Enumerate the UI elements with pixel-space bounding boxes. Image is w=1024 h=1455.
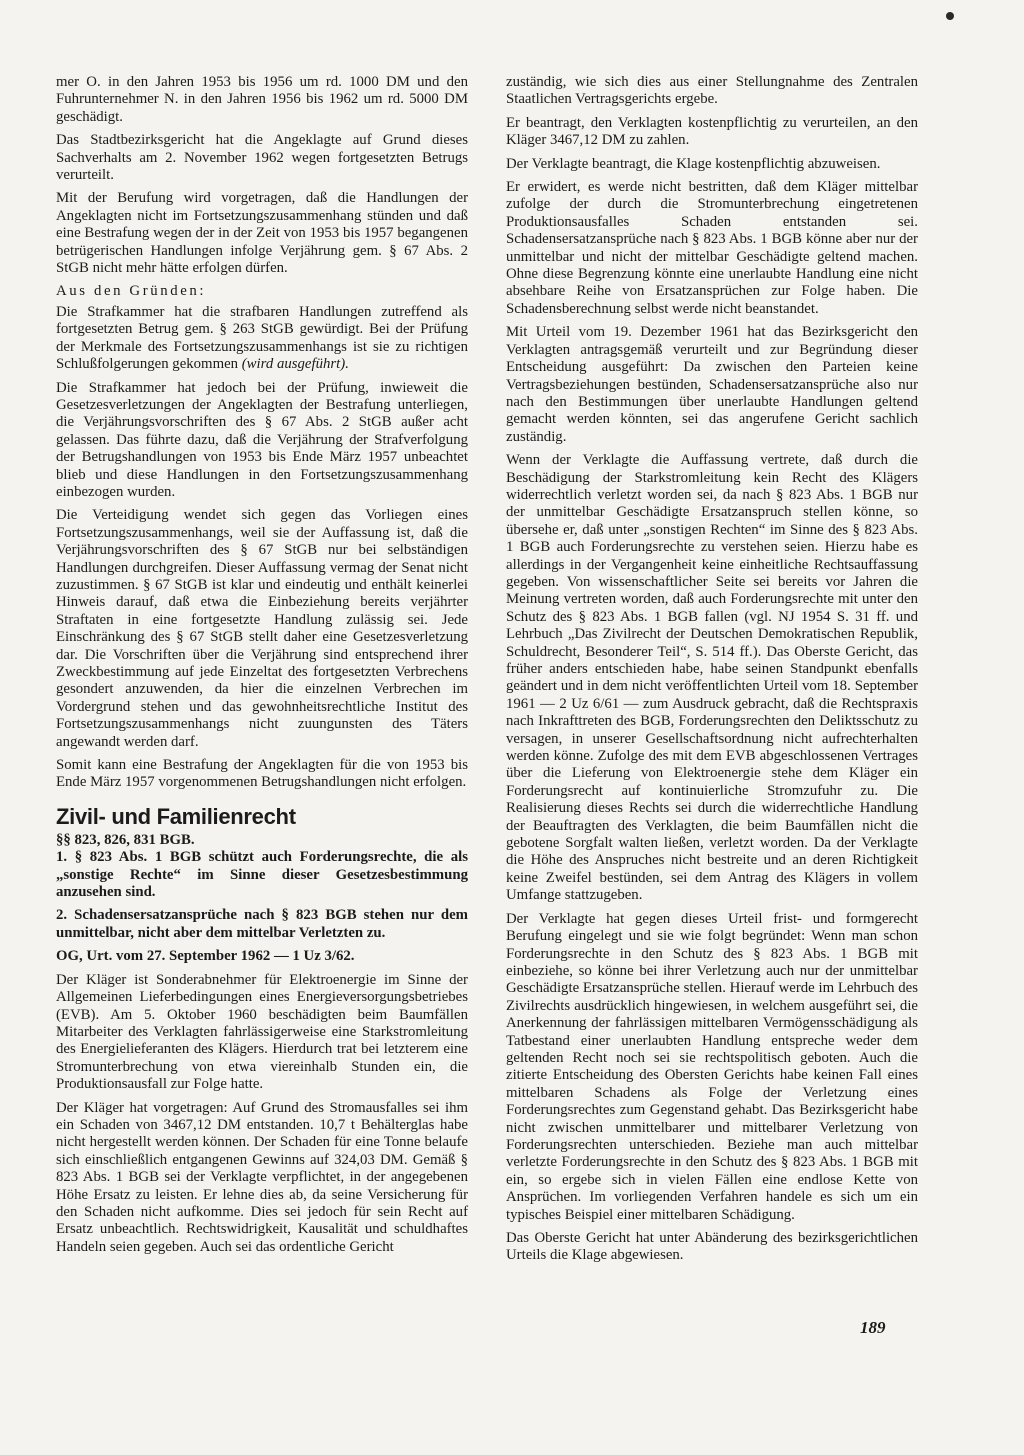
left-column [56,74,468,1262]
paragraph: Die Verteidigung wendet sich gegen das Vorliegen eines Fortsetzungszusammenhangs, weil sie der Auffassung ist, daß die Verjährungsvorschriften des § 67 StGB nur bei selbständigen Handlungen durchgreifen. Dieser Auffassung vermag der Senat nicht zuzustimmen. § 67 StGB ist klar und eindeutig und enthält keinerlei Hinweis darauf, daß etwa die Einbeziehung bereits verjährter Straftaten in eine fortgesetzte Handlung zulässig sei. Jede Einschränkung des § 67 StGB stellt daher eine Gesetzesverletzung dar. Die Vorschriften über die Verjährung sind entsprechend ihrer Zweckbestimmung auf jede Einzeltat des fortgesetzten Verbrechens gesondert anzuwenden, da hier die einzelnen Verbrechen im Vordergrund stehen und das gewohnheitsrechtliche Institut des Fortsetzungszusammenhangs nicht zuungunsten des Täters angewandt werden darf. [56,507,468,750]
statute-reference: §§ 823, 826, 831 BGB. [56,831,195,848]
page-speck [946,12,954,20]
headnote-1: 1. § 823 Abs. 1 BGB schützt auch Forderungsrechte, die als „sonstige Rechte“ im Sinne dieser Gesetzesbestimmung anzusehen sind. [56,849,468,901]
paragraph: Die Strafkammer hat jedoch bei der Prüfung, inwieweit die Gesetzesverletzungen der Angeklagten der Bestrafung unterliegen, die Verjährungsvorschriften des § 67 Abs. 2 StGB außer acht gelassen. Das führte dazu, daß die Verjährung der Strafverfolgung der Betrugshandlungen von 1953 bis Ende März 1957 unbeachtet blieb und diese Handlungen in den Fortsetzungszusammenhang einbezogen wurden. [56,379,468,500]
page-number: 189 [860,1318,886,1337]
paragraph: Der Verklagte hat gegen dieses Urteil frist- und formgerecht Berufung eingelegt und sie wie folgt begründet: Wenn man schon Forderungsrechte in den Schutz des § 823 Abs. 1 BGB mit einbeziehe, so könne bei ihrer Verletzung auch nur der unmittelbar Geschädigte Ersatzansprüche stellen. Hierauf werde im Lehrbuch des Zivilrechts ausdrücklich hingewiesen, in welchem ausgeführt sei, die Anerkennung der fahrlässigen mittelbaren Vermögensschädigung als Tatbestand einer unerlaubten Handlung entspreche weder dem geltenden Recht noch sei sie rechtspolitisch geboten. Auch die zitierte Entscheidung des Obersten Gerichts habe keinen Fall eines mittelbaren Schadens als Folge der Verletzung eines Forderungsrechtes zum Gegenstand gehabt. Das Bezirksgericht habe nicht zwischen unmittelbarer und mittelbarer Verletzung von Forderungsrechten unterschieden. Beziehe man auch mittelbar verletzte Forderungsrechte in den Schutz des § 823 Abs. 1 BGB mit ein, so ergebe sich in vielen Fällen eine endlose Kette von Ansprüchen. Im vorliegenden Verfahren handele es sich um ein typisches Beispiel einer mittelbaren Schädigung. [506,910,918,1223]
paragraph [56,304,468,374]
paragraph: zuständig, wie sich dies aus einer Stellungnahme des Zentralen Staatlichen Vertragsgerichts ergebe. [506,74,918,108]
paragraph: mer O. in den Jahren 1953 bis 1956 um rd. 1000 DM und den Fuhrunternehmer N. in den Jahren 1956 bis 1962 um rd. 5000 DM geschädigt. [56,74,468,125]
section-title: Zivil- und Familienrecht [56,803,296,829]
paragraph: Das Stadtbezirksgericht hat die Angeklagte auf Grund dieses Sachverhalts am 2. November 1962 wegen fortgesetzten Betrugs verurteilt. [56,132,468,184]
omission-note: (wird ausgeführt). [241,356,349,373]
paragraph: Mit Urteil vom 19. Dezember 1961 hat das Bezirksgericht den Verklagten antragsgemäß verurteilt und zur Begründung dieser Entscheidung ausgeführt: Da zwischen den Parteien keine Vertragsbeziehungen bestünden, Schadensersatzansprüche also nur nach den Bestimmungen über unerlaubte Handlungen geltend gemacht werden könnten, sei das angerufene Gericht sachlich zuständig. [506,324,918,445]
headnote-2: 2. Schadensersatzansprüche nach § 823 BGB stehen nur dem unmittelbar, nicht aber dem mittelbar Verletzten zu. [56,907,468,941]
reasons-heading: Aus den Gründen: [56,283,207,300]
paragraph: Der Kläger ist Sonderabnehmer für Elektroenergie im Sinne der Allgemeinen Lieferbedingungen eines Energieversorgungsbetriebes (EVB). Am 5. Oktober 1960 beschädigten beim Baumfällen Mitarbeiter des Verklagten fahrlässigerweise eine Starkstromleitung des Energielieferanten des Klägers. Hierdurch trat bei letzterem eine Stromunterbrechung von etwa viereinhalb Stunden ein, die Produktionsausfall zur Folge hatte. [56,971,468,1093]
paragraph: Mit der Berufung wird vorgetragen, daß die Handlungen der Angeklagten nicht im Fortsetzungszusammenhang stünden und daß eine Bestrafung wegen der in der Zeit von 1953 bis 1957 begangenen betrügerischen Handlungen infolge Verjährung gem. § 67 Abs. 2 StGB nicht mehr hätte erfolgen dürfen. [56,190,468,277]
case-citation: OG, Urt. vom 27. September 1962 — 1 Uz 3/62. [56,948,355,965]
paragraph: Wenn der Verklagte die Auffassung vertrete, daß durch die Beschädigung der Starkstromleitung kein Recht des Klägers widerrechtlich verletzt worden sei, da nach § 823 Abs. 1 BGB nur der unmittelbar Geschädigte Ersatzanspruch stellen könne, so übersehe er, daß unter „sonstigen Rechten“ im Sinne des § 823 Abs. 1 BGB auch Forderungsrechte zu verstehen seien. Hierzu habe es allerdings in der Vergangenheit keine einheitliche Rechtsauffassung gegeben. Von wissenschaftlicher Seite sei bereits vor Jahren die Meinung vertreten worden, daß auch Forderungsrechte mit unter den Schutz des § 823 Abs. 1 BGB fallen (vgl. NJ 1954 S. 31 ff. und Lehrbuch „Das Zivilrecht der Deutschen Demokratischen Republik, Schuldrecht, Besonderer Teil“, S. 514 ff.). Das Oberste Gericht, das früher anders entschieden habe, habe seinen Standpunkt ebenfalls geändert und in dem nicht veröffentlichten Urteil vom 18. September 1961 — 2 Uz 6/61 — zum Ausdruck gebracht, daß die Rechtspraxis nach Inkrafttreten des BGB, Forderungsrechten den Deliktsschutz zu versagen, in unserer Gesellschaftsordnung nicht aufrechterhalten werden könne. Zufolge des mit dem EVB abgeschlossenen Vertrages über die Lieferung von Elektroenergie stehe dem Kläger ein Forderungsrecht auf kontinuierliche Stromzufuhr zu. Die Realisierung dieses Rechts sei durch die widerrechtliche Handlung der Beauftragten des Verklagten, die beim Baumfällen nicht die gebotene Sorgfalt walten ließen, verletzt worden. Da der Verklagte die Höhe des Anspruches nicht bestreite und an deren Richtigkeit keine Zweifel bestünden, sei dem Antrag des Klägers in vollem Umfange stattzugeben. [506,452,918,904]
paragraph: Das Oberste Gericht hat unter Abänderung des bezirksgerichtlichen Urteils die Klage abgewiesen. [506,1230,918,1264]
paragraph-text: Die Strafkammer hat die strafbaren Handlungen zutreffend als fortgesetzten Betrug gem. § 263 StGB gewürdigt. Bei der Prüfung der Merkmale des Fortsetzungszusammenhangs ist sie zu richtigen Schlußfolgerungen gekommen [56,303,468,373]
right-column [506,74,918,1271]
paragraph: Der Kläger hat vorgetragen: Auf Grund des Stromausfalles sei ihm ein Schaden von 3467,12 DM entstanden. 10,7 t Behälterglas habe nicht hergestellt werden können. Der Schaden für eine Tonne belaufe sich einschließlich entgangenen Gewinns auf 324,03 DM. Gemäß § 823 Abs. 1 BGB sei der Verklagte verpflichtet, in der angegebenen Höhe Ersatz zu leisten. Er lehne dies ab, da seine Versicherung für den Schaden nicht aufkomme. Dies sei jedoch für sein Recht auf Ersatz unbeachtlich. Rechtswidrigkeit, Kausalität und schuldhaftes Handeln seien gegeben. Auch sei das ordentliche Gericht [56,1099,468,1255]
paragraph: Somit kann eine Bestrafung der Angeklagten für die von 1953 bis Ende März 1957 vorgenommenen Betrugshandlungen nicht erfolgen. [56,757,468,791]
paragraph: Er beantragt, den Verklagten kostenpflichtig zu verurteilen, an den Kläger 3467,12 DM zu zahlen. [506,114,918,149]
paragraph: Er erwidert, es werde nicht bestritten, daß dem Kläger mittelbar zufolge der durch die Stromunterbrechung eingetretenen Produktionsausfalles Schaden entstanden sei. Schadensersatzansprüche nach § 823 Abs. 1 BGB könne aber nur der unmittelbar und nicht der mittelbar Geschädigte geltend machen. Ohne diese Begrenzung könnte eine unerlaubte Handlung eine nicht absehbare Reihe von Ersatzansprüchen zur Folge haben. Die Schadensberechnung selbst werde nicht beanstandet. [506,179,918,317]
paragraph: Der Verklagte beantragt, die Klage kostenpflichtig abzuweisen. [506,155,881,172]
